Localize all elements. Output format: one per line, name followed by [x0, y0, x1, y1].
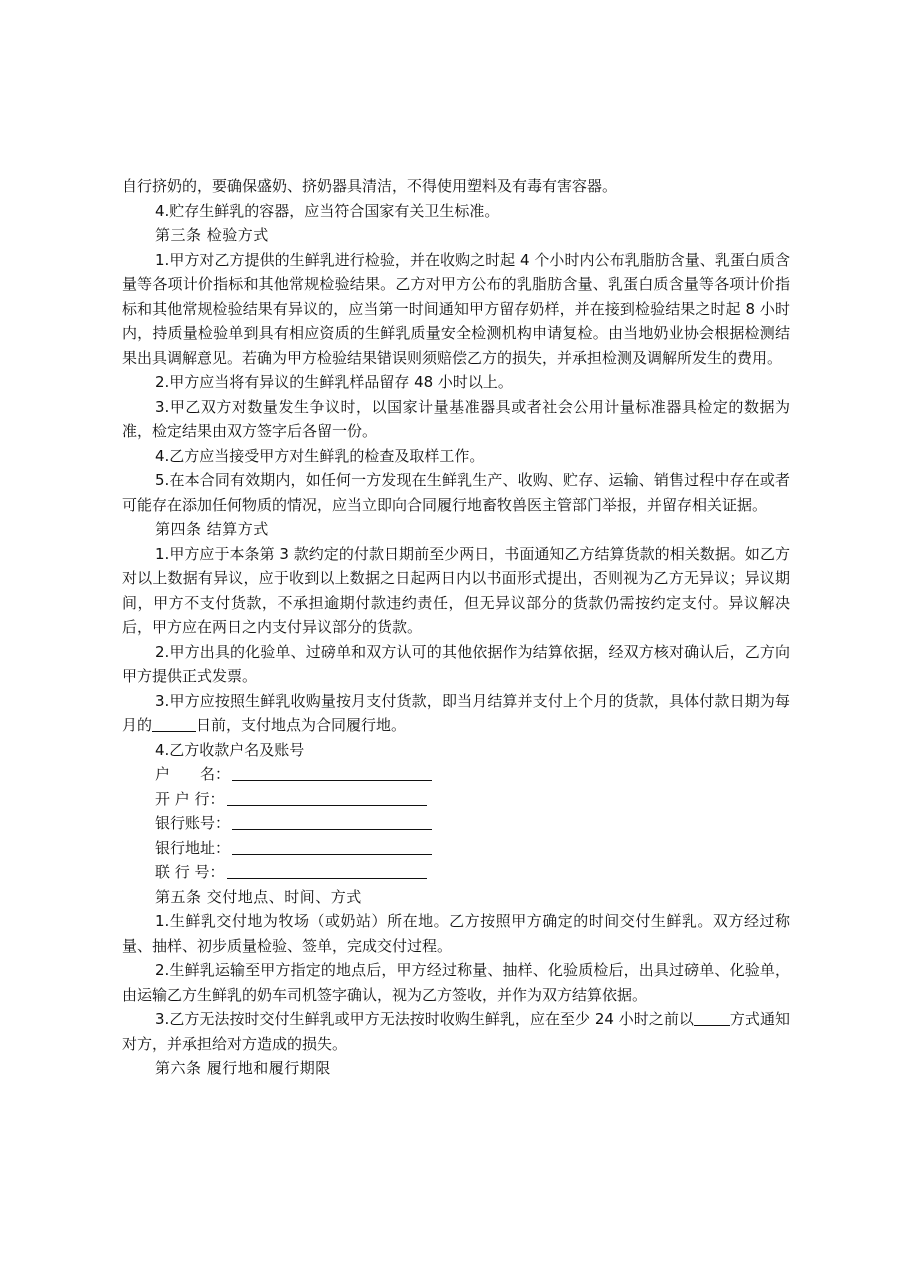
- paragraph: 3.甲乙双方对数量发生争议时，以国家计量基准器具或者社会公用计量标准器具检定的数据为准，检定结果由双方签字后各留一份。: [122, 397, 790, 440]
- paragraph: 4.乙方应当接受甲方对生鲜乳的检查及取样工作。: [155, 446, 485, 465]
- section-heading-4: 第四条 结算方式: [155, 520, 269, 538]
- paragraph: 1.甲方应于本条第 3 款约定的付款日期前至少两日，书面通知乙方结算货款的相关数据。如乙方对以上数据有异议，应于收到以上数据之日起两日内以书面形式提出，否则视为乙方无异议；异议期间，甲方不支付货款，不承担逾期付款违约责任，但无异议部分的货款仍需按约定支付。异议解决后，甲方应在两日之内支付异议部分的货款。: [122, 544, 790, 636]
- fill-blank-line: [227, 864, 427, 879]
- fill-blank-line: [232, 815, 432, 830]
- account-field-bank: [122, 787, 790, 812]
- paragraph-text: 方式通知对方，并承担给对方造成的损失。: [122, 1010, 790, 1053]
- account-field-number: [122, 811, 790, 836]
- paragraph: 4.贮存生鲜乳的容器，应当符合国家有关卫生标准。: [155, 201, 500, 220]
- field-label: 联 行 号：: [155, 863, 225, 881]
- field-label: 户 名：: [155, 765, 231, 783]
- paragraph: 5.在本合同有效期内，如任何一方发现在生鲜乳生产、收购、贮存、运输、销售过程中存在或者可能存在添加任何物质的情况，应当立即向合同履行地畜牧兽医主管部门举报，并留存相关证据。: [122, 471, 790, 514]
- paragraph-text: 3.乙方无法按时交付生鲜乳或甲方无法按时收购生鲜乳，应在至少 24 小时之前以: [155, 1010, 694, 1028]
- paragraph: 4.乙方收款户名及账号: [155, 740, 305, 759]
- section-heading-6: 第六条 履行地和履行期限: [155, 1059, 331, 1077]
- fill-blank-line: [694, 1011, 730, 1026]
- paragraph: 自行挤奶的，要确保盛奶、挤奶器具清洁，不得使用塑料及有毒有害容器。: [122, 177, 618, 195]
- paragraph-text: 3.甲方应按照生鲜乳收购量按月支付货款，即当月结算并支付上个月的货款，具体付款日期为每月的: [122, 691, 790, 734]
- paragraph: 2.甲方出具的化验单、过磅单和双方认可的其他依据作为结算依据，经双方核对确认后，乙方向甲方提供正式发票。: [122, 642, 790, 685]
- fill-blank-line: [232, 840, 432, 855]
- paragraph: [122, 689, 790, 738]
- paragraph: [122, 1007, 790, 1056]
- account-field-routing: [122, 860, 790, 885]
- paragraph: 2.甲方应当将有异议的生鲜乳样品留存 48 小时以上。: [155, 373, 513, 391]
- fill-blank-line: [232, 766, 432, 781]
- field-label: 银行地址：: [155, 838, 231, 857]
- section-heading-5: 第五条 交付地点、时间、方式: [155, 887, 362, 906]
- paragraph: 1.甲方对乙方提供的生鲜乳进行检验，并在收购之时起 4 个小时内公布乳脂肪含量、乳蛋白质含量等各项计价指标和其他常规检验结果。乙方对甲方公布的乳脂肪含量、乳蛋白质含量等各项计价指标和其他常规检验结果有异议的，应当第一时间通知甲方留存奶样，并在接到检验结果之时起 8 小时内，持质量检验单到具有相应资质的生鲜乳质量安全检测机构申请复检。由当地奶业协会根据检测结果出具调解意见。若确为甲方检验结果错误则须赔偿乙方的损失，并承担检测及调解所发生的费用。: [122, 250, 790, 367]
- field-label: 银行账号：: [155, 814, 231, 832]
- fill-blank-line: [227, 791, 427, 806]
- paragraph: 1.生鲜乳交付地为牧场（或奶站）所在地。乙方按照甲方确定的时间交付生鲜乳。双方经过称量、抽样、初步质量检验、签单，完成交付过程。: [122, 912, 790, 955]
- document-body: [122, 174, 790, 1081]
- paragraph: 2.生鲜乳运输至甲方指定的地点后，甲方经过称量、抽样、化验质检后，出具过磅单、化验单，由运输乙方生鲜乳的奶车司机签字确认，视为乙方签收，并作为双方结算依据。: [122, 961, 790, 1004]
- fill-blank-line: [152, 717, 196, 732]
- account-field-address: [122, 836, 790, 861]
- section-heading-3: 第三条 检验方式: [155, 226, 269, 244]
- account-field-name: [122, 762, 790, 787]
- paragraph-text: 日前，支付地点为合同履行地。: [196, 716, 407, 734]
- field-label: 开 户 行：: [155, 789, 225, 808]
